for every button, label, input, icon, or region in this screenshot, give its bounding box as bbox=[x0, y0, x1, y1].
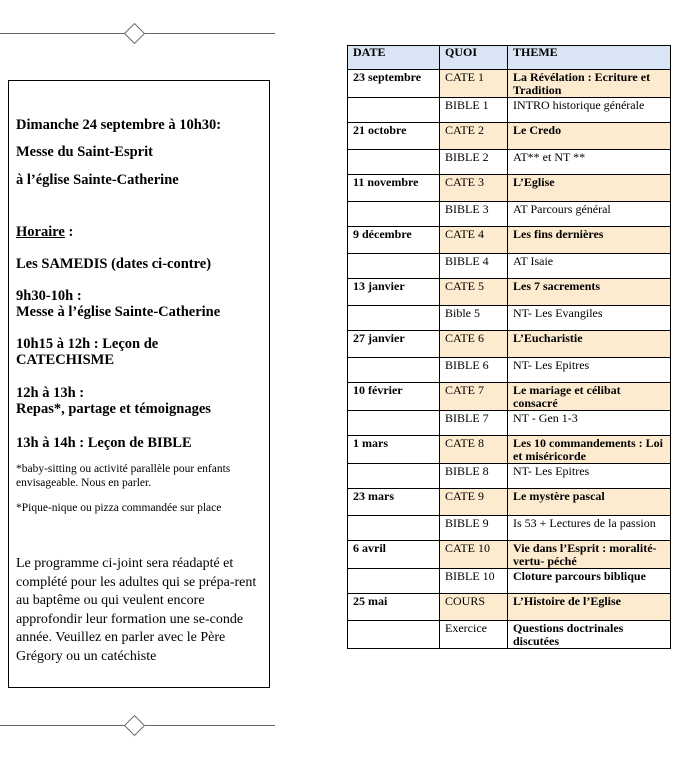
cell-theme: Le mariage et célibat consacré bbox=[508, 383, 671, 411]
sunday-title: Dimanche 24 septembre à 10h30: bbox=[16, 117, 222, 133]
cell-quoi: BIBLE 6 bbox=[440, 358, 508, 383]
cell-theme: Les 10 commandements : Loi et miséricorde bbox=[508, 436, 671, 464]
table-row bbox=[348, 383, 671, 411]
table-row bbox=[348, 594, 671, 621]
cell-theme: Le mystère pascal bbox=[508, 489, 671, 516]
cell-date: 10 février bbox=[348, 383, 440, 411]
samedis-line: Les SAMEDIS (dates ci-contre) bbox=[16, 256, 212, 272]
cell-date: 25 mai bbox=[348, 594, 440, 621]
table-row bbox=[348, 464, 671, 489]
slot2-line2: CATECHISME bbox=[16, 352, 115, 368]
table-row bbox=[348, 331, 671, 358]
table-row bbox=[348, 150, 671, 175]
cell-theme: NT - Gen 1-3 bbox=[508, 411, 671, 436]
info-box bbox=[8, 80, 270, 688]
cell-date: 21 octobre bbox=[348, 123, 440, 150]
cell-date bbox=[348, 202, 440, 227]
diamond-ornament-icon bbox=[124, 23, 145, 44]
cell-date bbox=[348, 358, 440, 383]
cell-date: 9 décembre bbox=[348, 227, 440, 254]
cell-date bbox=[348, 98, 440, 123]
slot3-time: 12h à 13h : bbox=[16, 385, 85, 401]
slot3-desc: Repas*, partage et témoignages bbox=[16, 401, 211, 417]
table-row bbox=[348, 98, 671, 123]
table-header-row bbox=[348, 46, 671, 70]
table-row bbox=[348, 175, 671, 202]
table-row bbox=[348, 123, 671, 150]
cell-date bbox=[348, 621, 440, 649]
cell-quoi: BIBLE 10 bbox=[440, 569, 508, 594]
cell-theme: Les fins dernières bbox=[508, 227, 671, 254]
cell-quoi: BIBLE 4 bbox=[440, 254, 508, 279]
slot2-line1: 10h15 à 12h : Leçon de bbox=[16, 336, 159, 352]
table-row bbox=[348, 541, 671, 569]
cell-theme: NT- Les Evangiles bbox=[508, 306, 671, 331]
cell-theme: L’Eglise bbox=[508, 175, 671, 202]
table-row bbox=[348, 621, 671, 649]
table-row bbox=[348, 279, 671, 306]
cell-quoi: CATE 10 bbox=[440, 541, 508, 569]
cell-quoi: CATE 1 bbox=[440, 70, 508, 98]
cell-quoi: CATE 7 bbox=[440, 383, 508, 411]
divider-bottom bbox=[0, 716, 275, 736]
table-row bbox=[348, 569, 671, 594]
cell-theme: INTRO historique générale bbox=[508, 98, 671, 123]
cell-theme: La Révélation : Ecriture et Tradition bbox=[508, 70, 671, 98]
cell-theme: Is 53 + Lectures de la passion bbox=[508, 516, 671, 541]
cell-date: 11 novembre bbox=[348, 175, 440, 202]
cell-quoi: COURS bbox=[440, 594, 508, 621]
cell-theme: Le Credo bbox=[508, 123, 671, 150]
program-paragraph: Le programme ci-joint sera réadapté et complété pour les adultes qui se prépa-rent au baptême ou qui veulent encore approfondir leur formation une se-conde année. Veuillez en parler avec le Père Grégory ou un catéchiste bbox=[16, 556, 257, 664]
cell-date: 6 avril bbox=[348, 541, 440, 569]
cell-quoi: Bible 5 bbox=[440, 306, 508, 331]
header-date: DATE bbox=[348, 46, 440, 70]
horaire-heading bbox=[16, 224, 269, 240]
cell-theme: L’Eucharistie bbox=[508, 331, 671, 358]
schedule-table bbox=[347, 45, 671, 649]
cell-quoi: BIBLE 8 bbox=[440, 464, 508, 489]
cell-theme: AT** et NT ** bbox=[508, 150, 671, 175]
cell-theme: AT Isaie bbox=[508, 254, 671, 279]
cell-theme: L’Histoire de l’Eglise bbox=[508, 594, 671, 621]
mass-title: Messe du Saint-Esprit bbox=[16, 144, 153, 160]
cell-quoi: CATE 6 bbox=[440, 331, 508, 358]
cell-date: 1 mars bbox=[348, 436, 440, 464]
cell-theme: AT Parcours général bbox=[508, 202, 671, 227]
cell-quoi: BIBLE 3 bbox=[440, 202, 508, 227]
cell-quoi: CATE 3 bbox=[440, 175, 508, 202]
header-quoi: QUOI bbox=[440, 46, 508, 70]
table-row bbox=[348, 489, 671, 516]
diamond-ornament-icon bbox=[124, 715, 145, 736]
cell-quoi: CATE 2 bbox=[440, 123, 508, 150]
cell-quoi: CATE 8 bbox=[440, 436, 508, 464]
table-row bbox=[348, 516, 671, 541]
cell-quoi: BIBLE 2 bbox=[440, 150, 508, 175]
table-row bbox=[348, 306, 671, 331]
table-row bbox=[348, 358, 671, 383]
cell-date bbox=[348, 516, 440, 541]
table-row bbox=[348, 436, 671, 464]
cell-quoi: BIBLE 7 bbox=[440, 411, 508, 436]
cell-date: 23 mars bbox=[348, 489, 440, 516]
cell-theme: Vie dans l’Esprit : moralité- vertu- péché bbox=[508, 541, 671, 569]
table-row bbox=[348, 411, 671, 436]
cell-quoi: CATE 5 bbox=[440, 279, 508, 306]
table-row bbox=[348, 227, 671, 254]
cell-date bbox=[348, 569, 440, 594]
cell-date bbox=[348, 464, 440, 489]
cell-theme: NT- Les Epitres bbox=[508, 464, 671, 489]
divider-top bbox=[0, 24, 275, 44]
cell-date: 13 janvier bbox=[348, 279, 440, 306]
church-name: à l’église Sainte-Catherine bbox=[16, 172, 179, 188]
cell-date: 23 septembre bbox=[348, 70, 440, 98]
cell-date: 27 janvier bbox=[348, 331, 440, 358]
cell-quoi: CATE 4 bbox=[440, 227, 508, 254]
cell-theme: Les 7 sacrements bbox=[508, 279, 671, 306]
horaire-label: Horaire bbox=[16, 224, 65, 240]
table-row bbox=[348, 202, 671, 227]
cell-date bbox=[348, 150, 440, 175]
cell-date bbox=[348, 411, 440, 436]
table-row bbox=[348, 254, 671, 279]
cell-date bbox=[348, 306, 440, 331]
cell-quoi: BIBLE 9 bbox=[440, 516, 508, 541]
slot4: 13h à 14h : Leçon de BIBLE bbox=[16, 435, 192, 451]
cell-date bbox=[348, 254, 440, 279]
cell-quoi: Exercice bbox=[440, 621, 508, 649]
cell-theme: NT- Les Epitres bbox=[508, 358, 671, 383]
slot1-time: 9h30-10h : bbox=[16, 288, 82, 304]
slot1-desc: Messe à l’église Sainte-Catherine bbox=[16, 304, 221, 320]
horaire-colon: : bbox=[64, 224, 74, 240]
note-picnic: *Pique-nique ou pizza commandée sur place bbox=[16, 502, 222, 514]
cell-quoi: CATE 9 bbox=[440, 489, 508, 516]
table-row bbox=[348, 70, 671, 98]
note-babysitting: *baby-sitting ou activité parallèle pour enfants envisageable. Nous en parler. bbox=[16, 463, 231, 489]
cell-theme: Cloture parcours biblique bbox=[508, 569, 671, 594]
cell-theme: Questions doctrinales discutées bbox=[508, 621, 671, 649]
header-theme: THEME bbox=[508, 46, 671, 70]
cell-quoi: BIBLE 1 bbox=[440, 98, 508, 123]
